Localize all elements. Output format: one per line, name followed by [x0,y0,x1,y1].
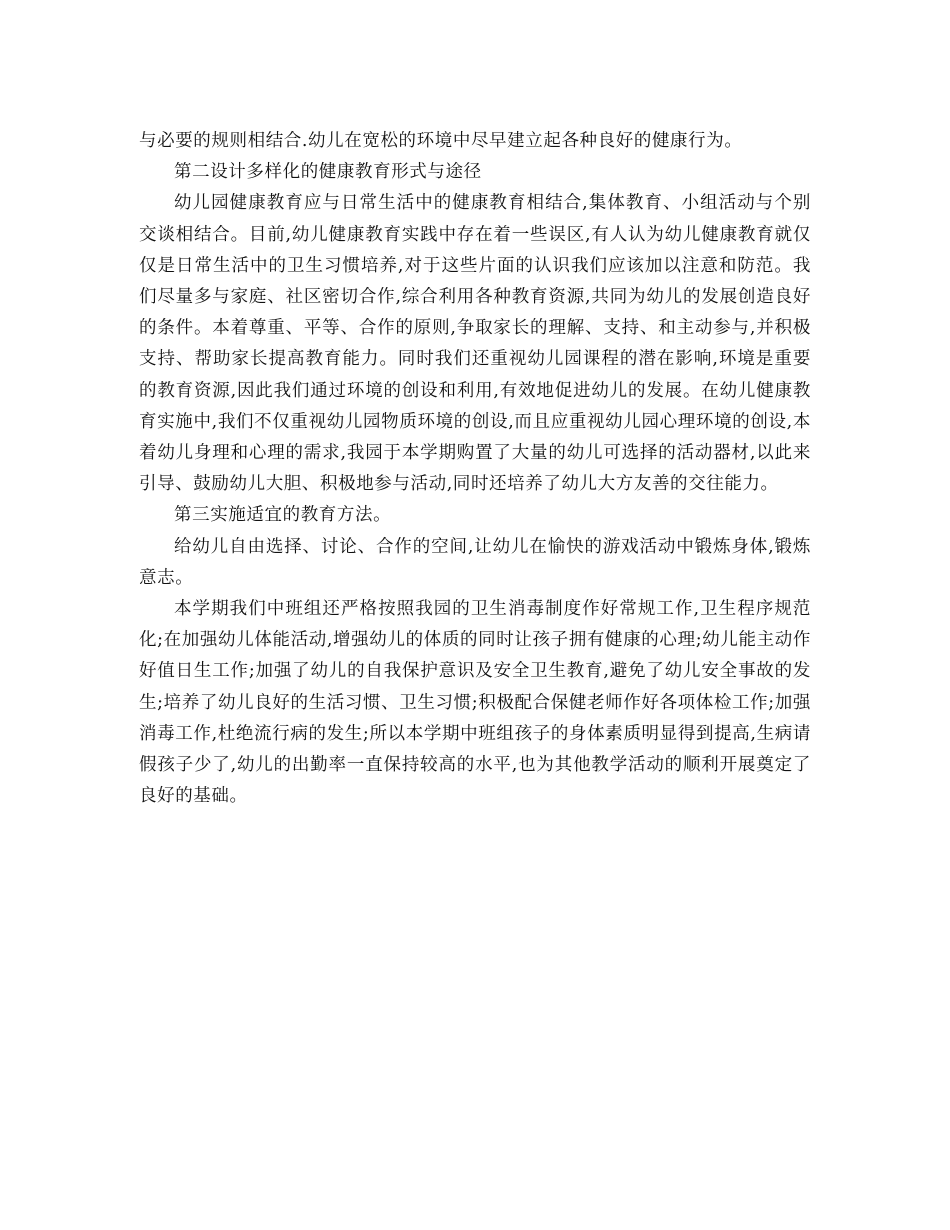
section-heading-second: 第二设计多样化的健康教育形式与途径 [174,162,482,183]
paragraph-free-choice: 给幼儿自由选择、讨论、合作的空间,让幼儿在愉快的游戏活动中锻炼身体,锻炼意志。 [139,536,811,588]
paragraph-health-education: 幼儿园健康教育应与日常生活中的健康教育相结合,集体教育、小组活动与个别交谈相结合。目前,幼儿健康教育实践中存在着一些误区,有人认为幼儿健康教育就仅仅是日常生活中的卫生习惯培养,对于这些片面的认识我们应该加以注意和防范。我们尽量多与家庭、社区密切合作,综合利用各种教育资源,共同为幼儿的发展创造良好的条件。本着尊重、平等、合作的原则,争取家长的理解、支持、和主动参与,并积极支持、帮助家长提高教育能力。同时我们还重视幼儿园课程的潜在影响,环境是重要的教育资源,因此我们通过环境的创设和利用,有效地促进幼儿的发展。在幼儿健康教育实施中,我们不仅重视幼儿园物质环境的创设,而且应重视幼儿园心理环境的创设,本着幼儿身理和心理的需求,我园于本学期购置了大量的幼儿可选择的活动器材,以此来引导、鼓励幼儿大胆、积极地参与活动,同时还培养了幼儿大方友善的交往能力。 [139,193,811,495]
paragraph-continuation: 与必要的规则相结合.幼儿在宽松的环境中尽早建立起各种良好的健康行为。 [139,131,743,151]
paragraph-hygiene-work: 本学期我们中班组还严格按照我园的卫生消毒制度作好常规工作,卫生程序规范化;在加强幼儿体能活动,增强幼儿的体质的同时让孩子拥有健康的心理;幼儿能主动作好值日生工作;加强了幼儿的自我保护意识及安全卫生教育,避免了幼儿安全事故的发生;培养了幼儿良好的生活习惯、卫生习惯;积极配合保健老师作好各项体检工作;加强消毒工作,杜绝流行病的发生;所以本学期中班组孩子的身体素质明显得到提高,生病请假孩子少了,幼儿的出勤率一直保持较高的水平,也为其他教学活动的顺利开展奠定了良好的基础。 [139,599,811,807]
section-heading-third: 第三实施适宜的教育方法。 [174,505,392,526]
document-body [139,126,811,812]
